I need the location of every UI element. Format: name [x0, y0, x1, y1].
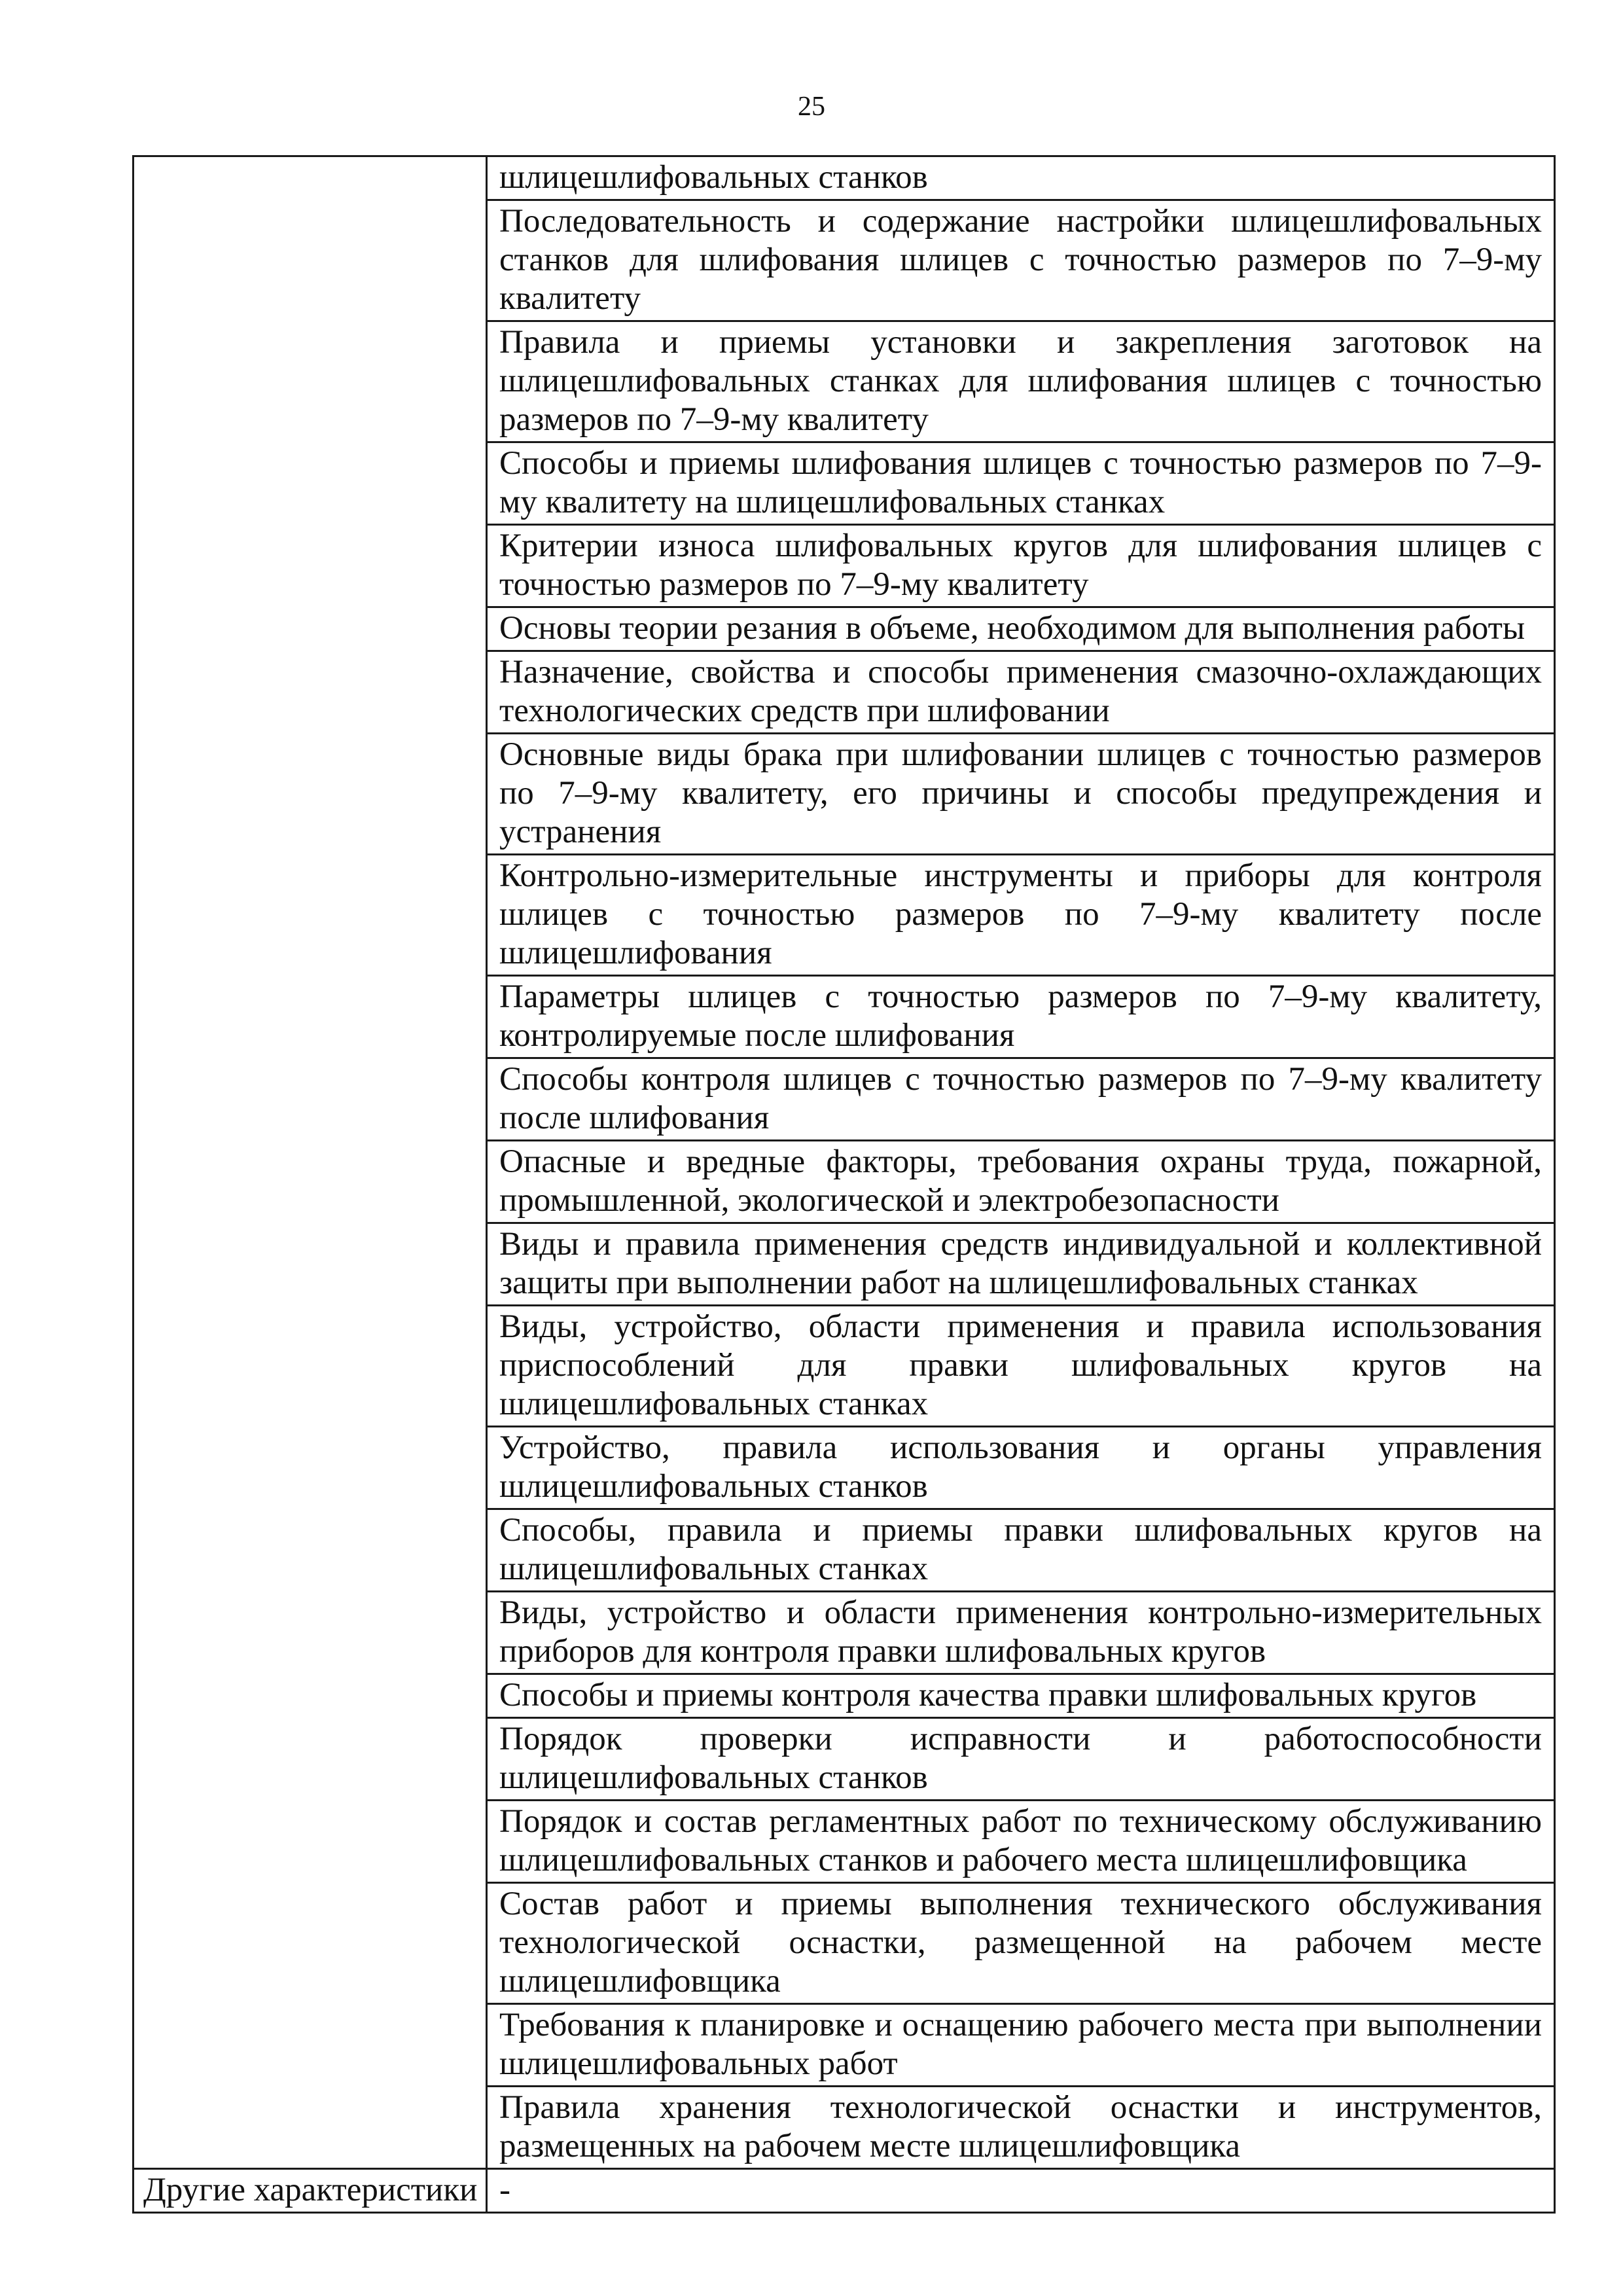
table-cell: Виды, устройство и области применения контрольно-измерительных приборов для контроля правки шлифовальных кругов: [487, 1592, 1555, 1674]
table-cell: Основы теории резания в объеме, необходимом для выполнения работы: [487, 607, 1555, 651]
table-cell: Критерии износа шлифовальных кругов для шлифования шлицев с точностью размеров по 7–9-му квалитету: [487, 525, 1555, 607]
table-cell: Способы контроля шлицев с точностью размеров по 7–9-му квалитету после шлифования: [487, 1058, 1555, 1141]
table-row: [134, 156, 1555, 200]
table-cell: Правила хранения технологической оснастки и инструментов, размещенных на рабочем месте шлицешлифовщика: [487, 2087, 1555, 2169]
table-cell: Параметры шлицев с точностью размеров по 7–9-му квалитету, контролируемые после шлифования: [487, 976, 1555, 1058]
other-characteristics-row: [134, 2169, 1555, 2213]
table-cell: шлицешлифовальных станков: [487, 156, 1555, 200]
table-cell: Контрольно-измерительные инструменты и приборы для контроля шлицев с точностью размеров по 7–9-му квалитету после шлицешлифования: [487, 855, 1555, 976]
other-characteristics-label: Другие характеристики: [134, 2169, 487, 2213]
table-cell: Последовательность и содержание настройки шлицешлифовальных станков для шлифования шлицев с точностью размеров по 7–9-му квалитету: [487, 200, 1555, 321]
table-cell: Виды, устройство, области применения и правила использования приспособлений для правки шлифовальных кругов на шлицешлифовальных станках: [487, 1306, 1555, 1427]
table-cell: Способы и приемы контроля качества правки шлифовальных кругов: [487, 1674, 1555, 1718]
knowledge-table: [132, 155, 1556, 2214]
table-cell: Способы, правила и приемы правки шлифовальных кругов на шлицешлифовальных станках: [487, 1509, 1555, 1592]
table-cell: Основные виды брака при шлифовании шлицев с точностью размеров по 7–9-му квалитету, его причины и способы предупреждения и устранения: [487, 734, 1555, 855]
section-label-cell: [134, 156, 487, 2169]
other-characteristics-value: -: [487, 2169, 1555, 2213]
table-cell: Назначение, свойства и способы применения смазочно-охлаждающих технологических средств при шлифовании: [487, 651, 1555, 734]
table-cell: Состав работ и приемы выполнения технического обслуживания технологической оснастки, размещенной на рабочем месте шлицешлифовщика: [487, 1883, 1555, 2004]
table-cell: Виды и правила применения средств индивидуальной и коллективной защиты при выполнении работ на шлицешлифовальных станках: [487, 1223, 1555, 1306]
table-cell: Способы и приемы шлифования шлицев с точностью размеров по 7–9-му квалитету на шлицешлифовальных станках: [487, 442, 1555, 525]
table-cell: Опасные и вредные факторы, требования охраны труда, пожарной, промышленной, экологической и электробезопасности: [487, 1141, 1555, 1223]
page-number: 25: [798, 92, 825, 122]
table-cell: Порядок проверки исправности и работоспособности шлицешлифовальных станков: [487, 1718, 1555, 1801]
table-cell: Правила и приемы установки и закрепления заготовок на шлицешлифовальных станках для шлифования шлицев с точностью размеров по 7–9-му квалитету: [487, 321, 1555, 442]
table-cell: Порядок и состав регламентных работ по техническому обслуживанию шлицешлифовальных станков и рабочего места шлицешлифовщика: [487, 1801, 1555, 1883]
table-cell: Устройство, правила использования и органы управления шлицешлифовальных станков: [487, 1427, 1555, 1509]
table-body: [134, 156, 1555, 2213]
table-cell: Требования к планировке и оснащению рабочего места при выполнении шлицешлифовальных работ: [487, 2004, 1555, 2087]
